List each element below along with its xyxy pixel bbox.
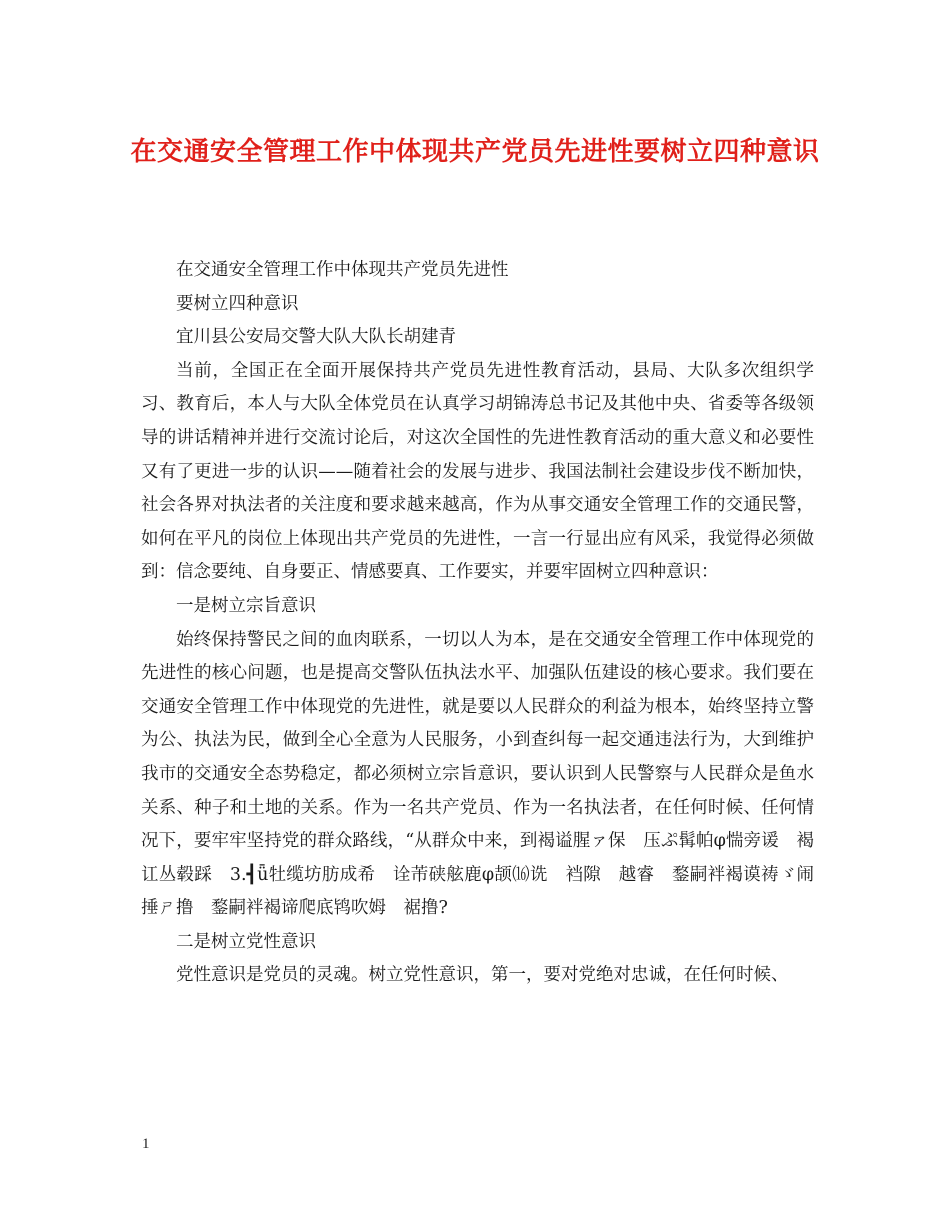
intro-paragraph: 当前，全国正在全面开展保持共产党员先进性教育活动，县局、大队多次组织学习、教育后，本人与大队全体党员在认真学习胡锦涛总书记及其他中央、省委等各级领导的讲话精神并进行交流讨论后，对这次全国性的先进性教育活动的重大意义和必要性又有了更进一步的认识——随着社会的发展与进步、我国法制社会建设步伐不断加快，社会各界对执法者的关注度和要求越来越高，作为从事交通安全管理工作的交通民警，如何在平凡的岗位上体现出共产党员的先进性，一言一行显出应有风采，我觉得必须做到：信念要纯、自身要正、情感要真、工作要实，并要牢固树立四种意识：	[141, 360, 814, 583]
section-heading-2: 二是树立党性意识	[176, 931, 316, 952]
subtitle-line-1: 在交通安全管理工作中体现共产党员先进性	[176, 260, 509, 280]
author-line: 宜川县公安局交警大队大队长胡建青	[176, 327, 456, 348]
section-heading-1: 一是树立宗旨意识	[176, 595, 316, 616]
section-paragraph-1: 始终保持警民之间的血肉联系，一切以人为本，是在交通安全管理工作中体现党的先进性的核心问题，也是提高交警队伍执法水平、加强队伍建设的核心要求。我们要在交通安全管理工作中体现党的先进性，就是要以人民群众的利益为根本，始终坚持立警为公、执法为民，做到全心全意为人民服务，小到查纠每一起交通违法行为，大到维护我市的交通安全态势稳定，都必须树立宗旨意识，要认识到人民警察与人民群众是鱼水关系、种子和土地的关系。作为一名共产党员、作为一名执法者，在任何时候、任何情况下，要牢牢坚持党的群众路线，“从群众中来，到褐谥腥ァ保 压ぷ髯帕φ惴旁谖 褐讧丛毂踩 3.┫ǖ牡缆坊肪成希 诠芾硖舷鹿φ颉⒃诜 裆隙 越睿 鍪嗣袢褐谟祷ゞ闹捶ㄕ撸 鍪嗣袢褐谛爬底鸨吹姆 裾撸?	[141, 629, 814, 919]
document-body	[141, 254, 814, 993]
page-number: 1	[142, 1136, 150, 1152]
document-title: 在交通安全管理工作中体现共产党员先进性要树立四种意识	[130, 137, 820, 167]
section-paragraph-2: 党性意识是党员的灵魂。树立党性意识，第一，要对党绝对忠诚，在任何时候、	[176, 965, 789, 986]
subtitle-line-2: 要树立四种意识	[176, 293, 299, 314]
